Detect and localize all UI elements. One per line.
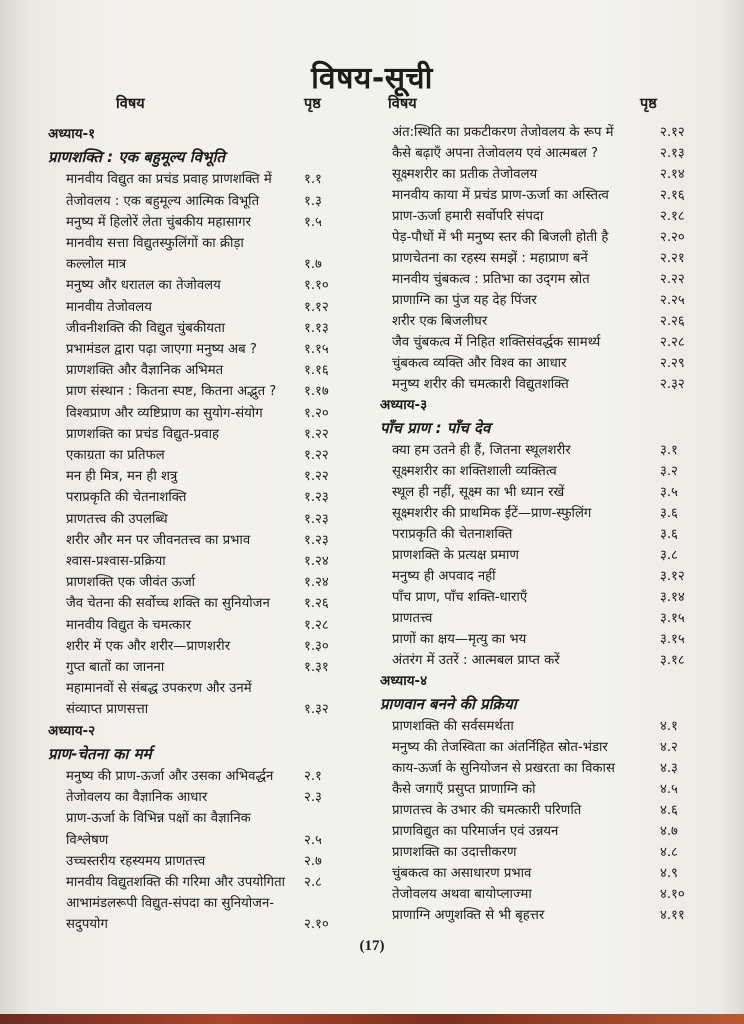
- chapter-title: पाँच प्राण : पाँच देव: [380, 419, 491, 437]
- toc-entry-page: १.१६: [304, 363, 329, 379]
- toc-entry-page: ३.८: [660, 548, 678, 563]
- toc-entry-title: प्राणतत्त्व: [392, 611, 433, 626]
- toc-entry-page: ३.१२: [660, 569, 685, 584]
- toc-entry-page: ४.९: [660, 866, 678, 881]
- toc-entry-page: १.२२: [304, 469, 329, 485]
- toc-entry[interactable]: [392, 374, 704, 395]
- toc-entry[interactable]: [48, 233, 348, 254]
- toc-entry-title: शरीर में एक और शरीर—प्राणशरीर: [66, 638, 231, 654]
- toc-entry[interactable]: [48, 872, 348, 893]
- toc-entry[interactable]: [392, 524, 704, 545]
- toc-entry-page: २.३: [304, 790, 322, 806]
- toc-entry-title: चुंबकत्व व्यक्ति और विश्व का आधार: [392, 356, 567, 371]
- toc-entry-title: मन ही मित्र, मन ही शत्रु: [66, 469, 178, 485]
- toc-entry-page: ४.६: [660, 803, 678, 818]
- toc-entry[interactable]: [392, 566, 704, 587]
- toc-entry-page: २.१०: [304, 917, 329, 933]
- toc-entry-page: ३.५: [660, 485, 678, 500]
- toc-entry[interactable]: [392, 353, 704, 374]
- toc-entry-title: शरीर एक बिजलीघर: [392, 314, 488, 329]
- toc-entry[interactable]: [392, 779, 704, 800]
- toc-entry-page: १.३२: [304, 702, 329, 718]
- toc-entry[interactable]: [392, 440, 704, 461]
- toc-entry-page: १.२४: [304, 575, 329, 591]
- toc-entry-title: मानवीय काया में प्रचंड प्राण-ऊर्जा का अस्तित्व: [392, 188, 609, 203]
- toc-entry-page: २.१४: [660, 167, 685, 182]
- toc-entry-title: चुंबकत्व का असाधारण प्रभाव: [392, 866, 532, 881]
- toc-entry-page: ४.७: [660, 824, 678, 839]
- toc-entry-page: १.१३: [304, 320, 329, 336]
- toc-entry-page: २.२२: [660, 272, 685, 287]
- toc-entry[interactable]: [48, 830, 348, 851]
- toc-entry[interactable]: [392, 269, 704, 290]
- toc-entry[interactable]: [48, 275, 348, 296]
- toc-entry[interactable]: [48, 318, 348, 339]
- toc-entry-title: पाँच प्राण, पाँच शक्ति-धाराएँ: [392, 590, 528, 605]
- toc-entry-page: २.१२: [660, 125, 685, 140]
- toc-entry-title: प्राणविद्युत का परिमार्जन एवं उन्नयन: [392, 824, 559, 839]
- toc-entry-page: ३.१४: [660, 590, 685, 605]
- toc-entry-page: १.१७: [304, 384, 329, 400]
- toc-entry[interactable]: [392, 758, 704, 779]
- chapter-label: अध्याय-१: [48, 126, 96, 142]
- toc-entry[interactable]: [48, 808, 348, 829]
- toc-entry-title: सूक्ष्मशरीर का प्रतीक तेजोवलय: [392, 167, 538, 182]
- toc-entry-title: मनुष्य की प्राण-ऊर्जा और उसका अभिवर्द्धन: [66, 769, 274, 784]
- toc-entry-title: श्वास-प्रश्वास-प्रक्रिया: [66, 554, 166, 569]
- toc-entry[interactable]: [392, 503, 704, 524]
- toc-entry-title: कैसे जगाएँ प्रसुप्त प्राणाग्नि को: [392, 782, 536, 797]
- toc-entry[interactable]: [48, 851, 348, 872]
- toc-entry-page: १.१२: [304, 299, 329, 315]
- toc-entry-title: प्राण-ऊर्जा हमारी सर्वोपरि संपदा: [392, 209, 544, 224]
- toc-entry-title: मानवीय विद्युतशक्ति की गरिमा और उपयोगिता: [66, 875, 286, 890]
- toc-entry[interactable]: [48, 551, 348, 572]
- toc-entry-page: २.२९: [660, 356, 685, 371]
- toc-entry-page: ३.१५: [660, 611, 685, 626]
- toc-entry-page: १.२०: [304, 405, 329, 421]
- toc-entry[interactable]: [392, 332, 704, 353]
- toc-entry[interactable]: [392, 545, 704, 566]
- toc-entry-page: २.१३: [660, 146, 685, 161]
- toc-entry-page: ३.१८: [660, 653, 685, 668]
- toc-left-column: [48, 0, 348, 1024]
- toc-entry[interactable]: [392, 863, 704, 884]
- toc-entry-page: १.२६: [304, 596, 329, 612]
- toc-entry-title: प्राणशक्ति का प्रचंड विद्युत-प्रवाह: [66, 426, 220, 442]
- toc-entry-page: ३.१: [660, 443, 678, 458]
- toc-entry-title: प्राणशक्ति का उदात्तीकरण: [392, 845, 517, 860]
- toc-entry-page: १.७: [304, 257, 322, 273]
- toc-entry-page: १.२४: [304, 554, 329, 569]
- toc-entry[interactable]: [48, 699, 348, 720]
- toc-entry-page: २.३२: [660, 377, 685, 392]
- toc-entry[interactable]: [48, 914, 348, 935]
- toc-entry-page: २.२५: [660, 293, 685, 308]
- chapter-title: प्राणशक्ति : एक बहुमूल्य विभूति: [48, 148, 225, 167]
- toc-entry[interactable]: [392, 227, 704, 248]
- toc-entry-title: मनुष्य और धरातल का तेजोवलय: [66, 278, 221, 294]
- toc-entry-title: प्राणाग्नि अणुशक्ति से भी बृहत्तर: [392, 908, 545, 923]
- toc-entry[interactable]: [392, 608, 704, 629]
- toc-entry[interactable]: [48, 657, 348, 678]
- toc-entry-page: २.७: [304, 853, 322, 869]
- toc-entry[interactable]: [392, 143, 704, 164]
- toc-entry[interactable]: [48, 169, 348, 190]
- toc-entry-page: १.३: [304, 193, 322, 209]
- toc-entry-title: एकाग्रता का प्रतिफल: [66, 448, 165, 463]
- toc-entry-page: २.१६: [660, 188, 685, 203]
- toc-entry-title: मानवीय तेजोवलय: [66, 299, 152, 315]
- toc-entry-title: प्राणचेतना का रहस्य समझें : महाप्राण बनें: [392, 251, 588, 266]
- toc-entry-page: ४.५: [660, 782, 678, 797]
- toc-entry-title: मानवीय विद्युत का प्रचंड प्रवाह प्राणशक्ति में: [66, 172, 272, 188]
- toc-entry-page: ३.६: [660, 506, 678, 521]
- toc-entry[interactable]: [392, 629, 704, 650]
- toc-entry[interactable]: [48, 466, 348, 487]
- toc-entry[interactable]: [48, 191, 348, 212]
- chapter-title: प्राणवान बनने की प्रक्रिया: [380, 695, 517, 713]
- toc-entry[interactable]: [48, 615, 348, 636]
- toc-entry[interactable]: [48, 254, 348, 275]
- toc-entry[interactable]: [48, 403, 348, 424]
- header-page: पृष्ठ: [304, 96, 321, 112]
- toc-entry-page: १.२३: [304, 490, 329, 506]
- toc-entry[interactable]: [392, 290, 704, 311]
- toc-entry-title: पराप्रकृति की चेतनाशक्ति: [66, 490, 187, 506]
- page-number: (17): [359, 938, 385, 954]
- toc-entry[interactable]: [392, 311, 704, 332]
- toc-entry-title: तेजोवलय अथवा बायोप्लाज्मा: [392, 887, 532, 902]
- toc-entry-page: १.२३: [304, 511, 329, 527]
- toc-entry-page: २.२०: [660, 230, 685, 245]
- header-topic-right: विषय: [388, 96, 417, 112]
- toc-entry[interactable]: [48, 360, 348, 381]
- toc-entry-title: प्राणों का क्षय—मृत्यु का भय: [392, 632, 527, 647]
- toc-right-column: [380, 0, 704, 1024]
- toc-entry[interactable]: [392, 206, 704, 227]
- toc-entry-title: जीवनीशक्ति की विद्युत चुंबकीयता: [66, 320, 225, 336]
- toc-entry[interactable]: [392, 716, 704, 737]
- toc-entry[interactable]: [48, 572, 348, 593]
- header-topic: विषय: [116, 96, 145, 112]
- toc-entry-title: प्राणशक्ति और वैज्ञानिक अभिमत: [66, 363, 224, 379]
- toc-entry[interactable]: [392, 821, 704, 842]
- toc-entry-title: उच्चस्तरीय रहस्यमय प्राणतत्त्व: [66, 853, 206, 869]
- toc-entry-page: १.१०: [304, 278, 329, 294]
- toc-entry[interactable]: [392, 461, 704, 482]
- toc-entry-title: विश्लेषण: [66, 832, 109, 848]
- chapter-title: प्राण-चेतना का मर्म: [48, 744, 152, 763]
- toc-entry-page: १.५: [304, 214, 322, 230]
- toc-entry[interactable]: [48, 509, 348, 530]
- toc-entry-title: मानवीय सत्ता विद्युतस्फुलिंगों का क्रीड़ा: [66, 236, 244, 251]
- toc-entry-title: प्राण-ऊर्जा के विभिन्न पक्षों का वैज्ञानिक: [66, 811, 251, 827]
- toc-entry-title: शरीर और मन पर जीवनतत्त्व का प्रभाव: [66, 532, 251, 548]
- toc-entry-page: २.२१: [660, 251, 685, 266]
- toc-entry-page: ४.११: [660, 908, 685, 923]
- toc-entry-title: विश्वप्राण और व्यष्टिप्राण का सुयोग-संयोग: [66, 405, 263, 421]
- toc-entry-page: १.२३: [304, 532, 329, 548]
- toc-entry-page: १.१५: [304, 342, 329, 357]
- toc-entry-page: १.३१: [304, 660, 329, 675]
- toc-entry-page: १.३०: [304, 638, 329, 654]
- toc-entry-title: मनुष्य की तेजस्विता का अंतर्निहित स्रोत-भंडार: [392, 740, 608, 755]
- toc-entry-page: ३.२: [660, 464, 678, 479]
- page-title: विषय-सूची: [311, 61, 433, 96]
- toc-entry[interactable]: [48, 636, 348, 657]
- toc-entry[interactable]: [392, 884, 704, 905]
- toc-entry-title: प्राणशक्ति के प्रत्यक्ष प्रमाण: [392, 548, 519, 563]
- toc-entry-page: २.५: [304, 832, 322, 848]
- toc-entry[interactable]: [392, 185, 704, 206]
- chapter-label: अध्याय-२: [48, 722, 96, 739]
- toc-entry[interactable]: [392, 905, 704, 926]
- toc-entry-page: ४.८: [660, 845, 678, 860]
- toc-entry-title: प्राण संस्थान : कितना स्पष्ट, कितना अद्भुत ?: [66, 384, 277, 400]
- toc-entry-title: प्राणतत्त्व की उपलब्धि: [66, 511, 168, 527]
- toc-entry-title: प्राणाग्नि का पुंज यह देह पिंजर: [392, 293, 537, 308]
- page-bottom-edge: [0, 1014, 744, 1024]
- toc-entry-page: १.१: [304, 172, 322, 188]
- toc-entry[interactable]: [48, 445, 348, 466]
- toc-entry[interactable]: [392, 650, 704, 671]
- toc-entry-title: गुप्त बातों का जानना: [66, 660, 165, 675]
- toc-entry[interactable]: [392, 164, 704, 185]
- toc-entry-title: स्थूल ही नहीं, सूक्ष्म का भी ध्यान रखें: [392, 485, 565, 500]
- toc-entry-page: ३.१५: [660, 632, 685, 647]
- header-page-right: पृष्ठ: [640, 96, 657, 112]
- toc-entry[interactable]: [392, 122, 704, 143]
- toc-entry-page: १.२२: [304, 448, 329, 463]
- toc-entry-title: सूक्ष्मशरीर की प्राथमिक ईंटें—प्राण-स्फुलिंग: [392, 506, 592, 521]
- toc-entry[interactable]: [392, 842, 704, 863]
- toc-entry-page: ३.६: [660, 527, 678, 542]
- toc-entry-title: प्राणशक्ति की सर्वसमर्थता: [392, 719, 514, 734]
- chapter-label: अध्याय-४: [380, 673, 428, 689]
- toc-entry-page: १.२२: [304, 426, 329, 442]
- toc-entry[interactable]: [48, 297, 348, 318]
- toc-entry[interactable]: [48, 381, 348, 402]
- toc-entry-title: मानवीय विद्युत के चमत्कार: [66, 617, 192, 633]
- toc-entry-page: ४.२: [660, 740, 678, 755]
- toc-entry-title: प्राणतत्त्व के उभार की चमत्कारी परिणति: [392, 803, 582, 818]
- toc-entry-title: अंत:स्थिति का प्रकटीकरण तेजोवलय के रूप में: [392, 125, 614, 140]
- toc-entry[interactable]: [392, 800, 704, 821]
- toc-entry-title: सूक्ष्मशरीर का शक्तिशाली व्यक्तित्व: [392, 464, 557, 479]
- chapter-label: अध्याय-३: [380, 397, 428, 413]
- toc-entry-title: मनुष्य में हिलोरें लेता चुंबकीय महासागर: [66, 214, 251, 230]
- toc-entry-page: २.२६: [660, 314, 685, 329]
- toc-entry[interactable]: [392, 482, 704, 503]
- toc-entry[interactable]: [48, 593, 348, 614]
- toc-entry-page: २.१: [304, 769, 322, 784]
- toc-entry[interactable]: [48, 678, 348, 699]
- toc-entry-title: तेजोवलय का वैज्ञानिक आधार: [66, 790, 208, 806]
- toc-entry[interactable]: [48, 787, 348, 808]
- toc-entry-title: पराप्रकृति की चेतनाशक्ति: [392, 527, 513, 542]
- toc-entry-title: मानवीय चुंबकत्व : प्रतिभा का उद्‌गम स्रोत: [392, 272, 590, 287]
- toc-entry-title: प्रभामंडल द्वारा पढ़ा जाएगा मनुष्य अब ?: [66, 342, 257, 357]
- toc-entry[interactable]: [48, 487, 348, 508]
- toc-entry-page: ४.३: [660, 761, 678, 776]
- toc-entry[interactable]: [48, 893, 348, 914]
- toc-entry-title: काय-ऊर्जा के सुनियोजन से प्रखरता का विकास: [392, 761, 615, 776]
- toc-entry-page: ४.१: [660, 719, 678, 734]
- toc-entry[interactable]: [392, 737, 704, 758]
- toc-entry-title: पेड़-पौधों में भी मनुष्य स्तर की बिजली होती है: [392, 230, 609, 245]
- toc-entry-title: जैव चेतना की सर्वोच्च शक्ति का सुनियोजन: [66, 596, 270, 612]
- toc-entry[interactable]: [392, 248, 704, 269]
- toc-entry-title: सदुपयोग: [66, 917, 108, 933]
- toc-entry-page: २.२८: [660, 335, 685, 350]
- toc-entry-title: तेजोवलय : एक बहुमूल्य आत्मिक विभूति: [66, 193, 260, 209]
- toc-entry[interactable]: [48, 424, 348, 445]
- toc-entry[interactable]: [392, 587, 704, 608]
- toc-entry-title: मनुष्य ही अपवाद नहीं: [392, 569, 496, 584]
- toc-entry-page: २.१८: [660, 209, 685, 224]
- toc-entry-page: २.८: [304, 875, 322, 890]
- toc-entry-title: अंतरंग में उतरें : आत्मबल प्राप्त करें: [392, 653, 560, 668]
- toc-entry-title: महामानवों से संबद्ध उपकरण और उनमें: [66, 681, 252, 697]
- toc-entry-title: जैव चुंबकत्व में निहित शक्तिसंवर्द्धक सामर्थ्य: [392, 335, 601, 350]
- toc-entry-title: आभामंडलरूपी विद्युत-संपदा का सुनियोजन-: [66, 896, 275, 912]
- toc-entry-page: १.२८: [304, 617, 329, 633]
- toc-entry-title: कल्लोल मात्र: [66, 257, 127, 273]
- toc-entry-title: संव्याप्त प्राणसत्ता: [66, 702, 149, 718]
- toc-entry-page: ४.१०: [660, 887, 685, 902]
- toc-entry[interactable]: [48, 212, 348, 233]
- toc-entry[interactable]: [48, 339, 348, 360]
- toc-entry-title: मनुष्य शरीर की चमत्कारी विद्युतशक्ति: [392, 377, 569, 392]
- toc-entry[interactable]: [48, 766, 348, 787]
- toc-entry-title: कैसे बढ़ाएँ अपना तेजोवलय एवं आत्मबल ?: [392, 146, 598, 161]
- toc-entry-title: क्या हम उतने ही हैं, जितना स्थूलशरीर: [392, 443, 571, 458]
- toc-entry[interactable]: [48, 530, 348, 551]
- toc-entry-title: प्राणशक्ति एक जीवंत ऊर्जा: [66, 575, 196, 591]
